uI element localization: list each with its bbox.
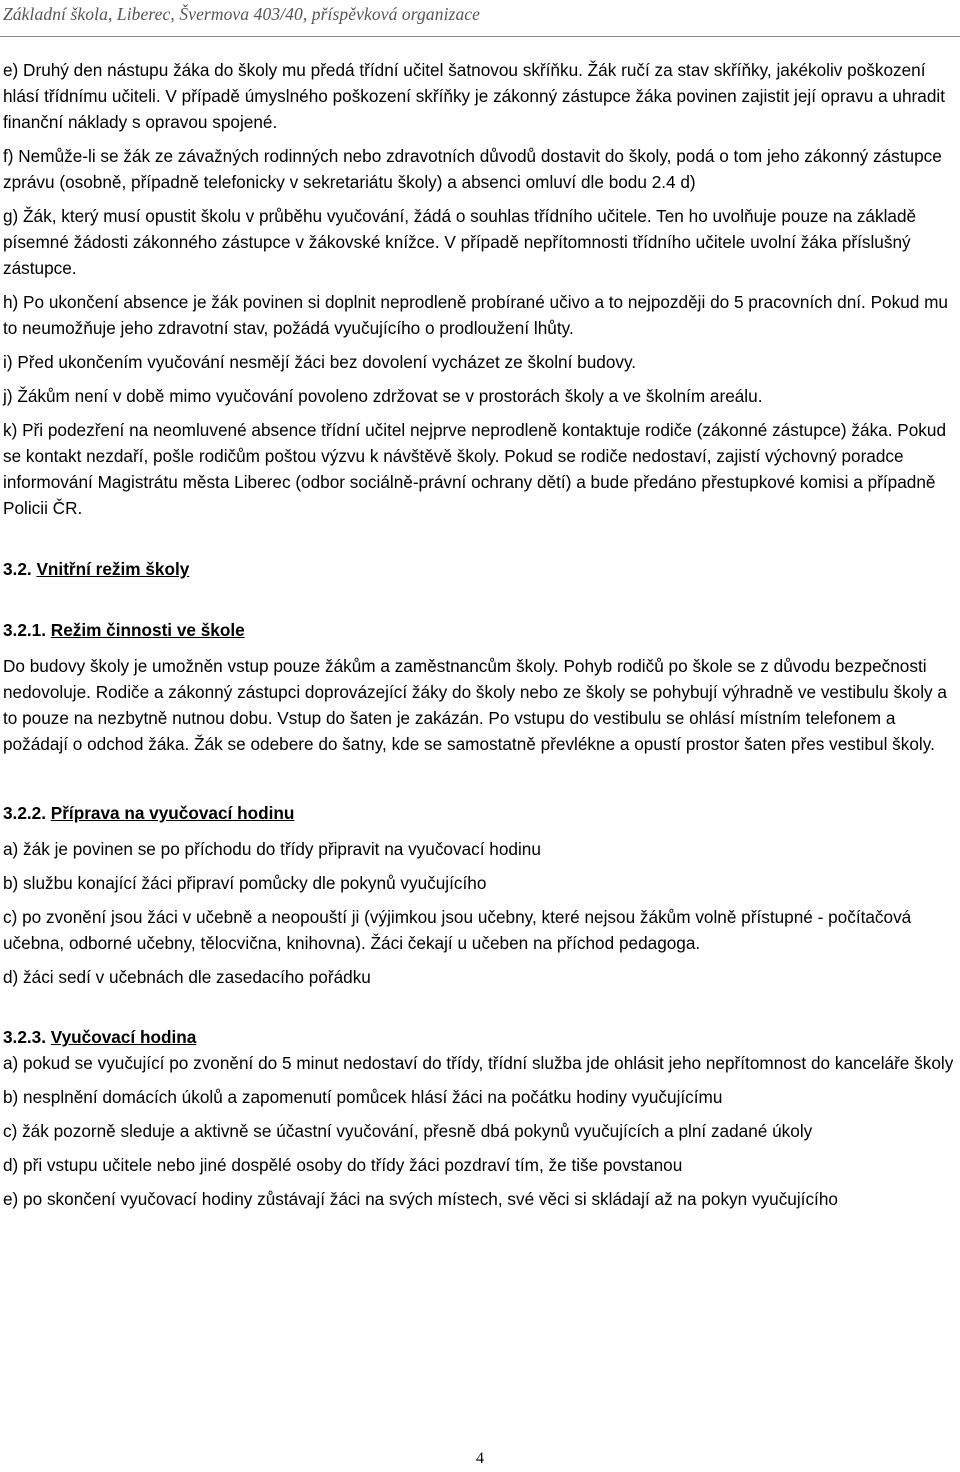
list-item: c) po zvonění jsou žáci v učebně a neopouští ji (výjimkou jsou učebny, které nejsou žákům volně přístupné - počítačová učebna, odborné učebny, tělocvična, knihovna). Žáci čekají u učeben na příchod pedagoga. [3,907,912,953]
paragraph-f: f) Nemůže-li se žák ze závažných rodinných nebo zdravotních důvodů dostavit do školy, podá o tom jeho zákonný zástupce zprávu (osobně, případně telefonicky v sekretariátu školy) a absenci omluví dle bodu 2.4 d) [3,146,942,192]
section-heading-3-2-3 [3,1024,955,1050]
section-number: 3.2.2. [3,803,51,823]
paragraph-rezim-cinnosti: Do budovy školy je umožněn vstup pouze žákům a zaměstnancům školy. Pohyb rodičů po škole se z důvodu bezpečnosti nedovoluje. Rodiče a zákonný zástupci doprovázející žáky do školy nebo ze školy se pohybují výhradně ve vestibulu školy a to pouze na nezbytně nutnou dobu. Vstup do šaten je zakázán. Po vstupu do vestibulu se ohlásí místním telefonem a požádají o odchod žáka. Žák se odebere do šatny, kde se samostatně převlékne a opustí prostor šaten přes vestibul školy. [3,656,947,754]
paragraph-k: k) Při podezření na neomluvené absence třídní učitel nejprve neprodleně kontaktuje rodiče (zákonné zástupce) žáka. Pokud se kontakt nezdaří, pošle rodičům poštou výzvu k návštěvě školy. Pokud se rodiče nedostaví, zajistí výchovný poradce informování Magistrátu města Liberec (odbor sociálně-právní ochrany dětí) a bude předáno přestupkové komisi a případně Policii ČR. [3,420,947,518]
section-title: Příprava na vyučovací hodinu [50,803,295,823]
list-item: b) službu konající žáci připraví pomůcky dle pokynů vyučujícího [3,873,487,893]
section-number: 3.2.3. [3,1027,51,1047]
section-heading-3-2-2 [3,800,955,826]
list-item: a) pokud se vyučující po zvonění do 5 minut nedostaví do třídy, třídní služba jde ohlásit jeho nepřítomnost do kanceláře školy [3,1053,954,1073]
page-number: 4 [476,1450,484,1467]
section-heading-3-2-1 [3,617,955,643]
list-item: c) žák pozorně sleduje a aktivně se účastní vyučování, přesně dbá pokynů vyučujících a plní zadané úkoly [3,1121,813,1141]
section-title: Režim činnosti ve škole [50,620,245,640]
paragraph-i: i) Před ukončením vyučování nesmějí žáci bez dovolení vycházet ze školní budovy. [3,352,637,372]
list-item: d) žáci sedí v učebnách dle zasedacího pořádku [3,967,371,987]
section-title: Vyučovací hodina [50,1027,197,1047]
section-heading-3-2 [3,556,955,582]
section-title: Vnitřní režim školy [36,559,190,579]
list-item: a) žák je povinen se po příchodu do třídy připravit na vyučovací hodinu [3,839,541,859]
paragraph-j: j) Žákům není v době mimo vyučování povoleno zdržovat se v prostorách školy a ve školním areálu. [3,386,763,406]
paragraph-h: h) Po ukončení absence je žák povinen si doplnit neprodleně probírané učivo a to nejpozději do 5 pracovních dní. Pokud mu to neumožňuje jeho zdravotní stav, požádá vyučujícího o prodloužení lhůty. [3,292,948,338]
list-item: b) nesplnění domácích úkolů a zapomenutí pomůcek hlásí žáci na počátku hodiny vyučujícímu [3,1087,723,1107]
list-item: d) při vstupu učitele nebo jiné dospělé osoby do třídy žáci pozdraví tím, že tiše povstanou [3,1155,683,1175]
list-item: e) po skončení vyučovací hodiny zůstávají žáci na svých místech, své věci si skládají až na pokyn vyučujícího [3,1189,838,1209]
header-divider [0,36,960,37]
section-number: 3.2. [3,559,37,579]
paragraph-g: g) Žák, který musí opustit školu v průběhu vyučování, žádá o souhlas třídního učitele. Ten ho uvolňuje pouze na základě písemné žádosti zákonného zástupce v žákovské knížce. V případě nepřítomnosti třídního učitele uvolní žáka příslušný zástupce. [3,206,917,278]
document-body [3,57,955,1220]
section-number: 3.2.1. [3,620,51,640]
page-header: Základní škola, Liberec, Švermova 403/40, příspěvková organizace [3,4,481,24]
paragraph-e: e) Druhý den nástupu žáka do školy mu předá třídní učitel šatnovou skříňku. Žák ručí za stav skříňky, jakékoliv poškození hlásí třídnímu učiteli. V případě úmyslného poškození skříňky je zákonný zástupce žáka povinen zajistit její opravu a uhradit finanční náklady s opravou spojené. [3,60,945,132]
